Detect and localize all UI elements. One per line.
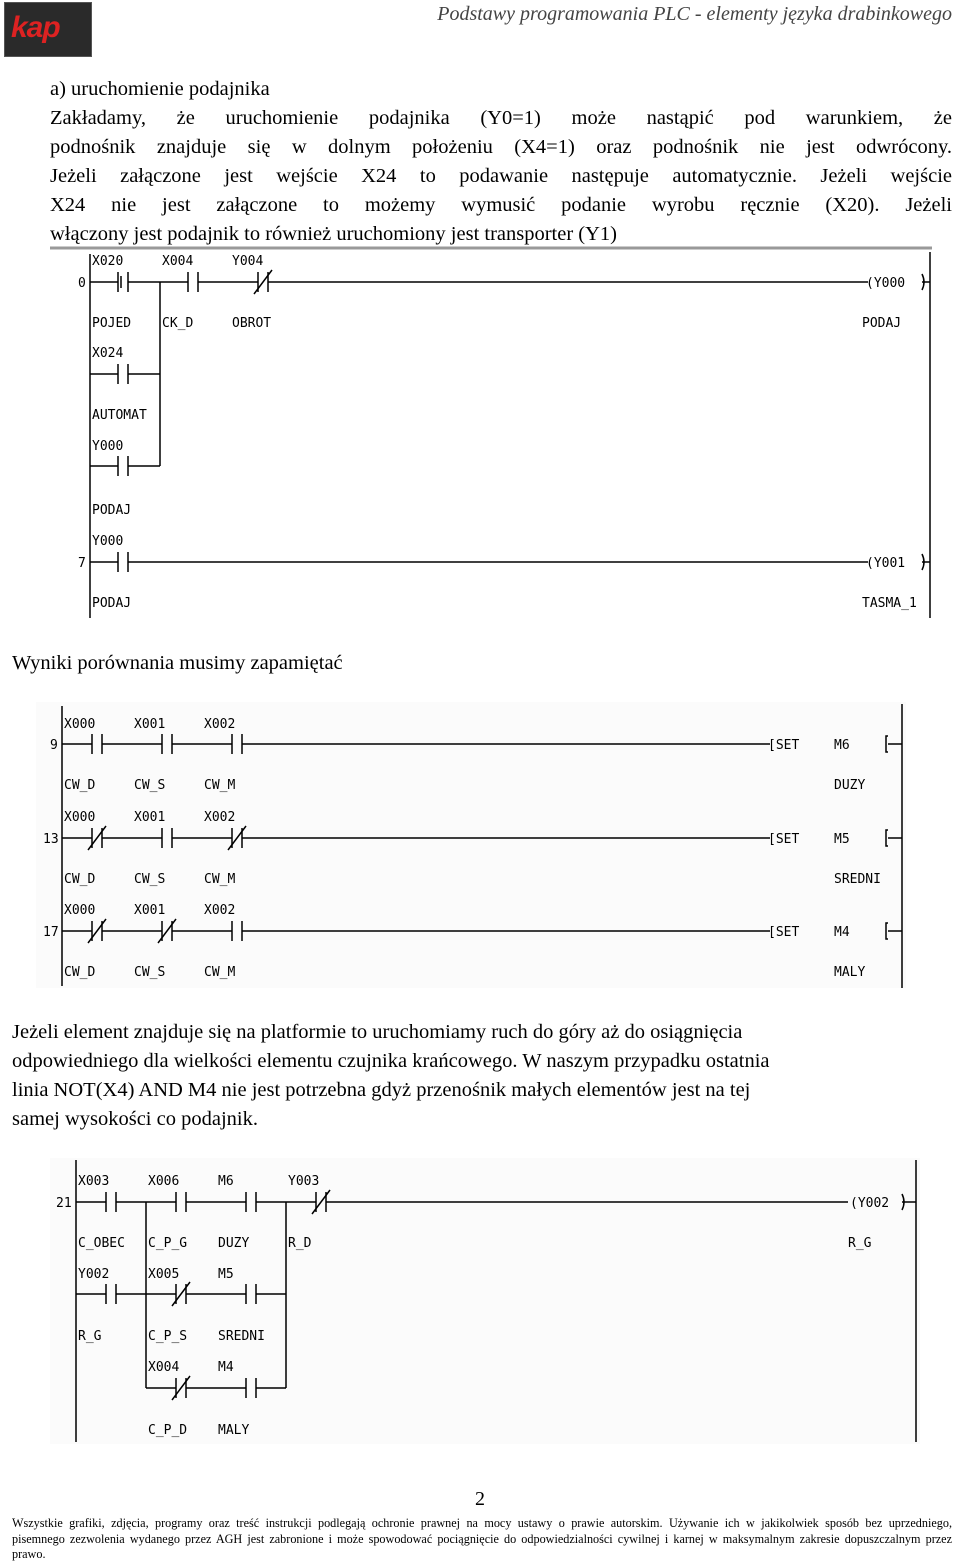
contact-address: M6 — [218, 1174, 234, 1189]
ladder-diagram-1 — [50, 246, 950, 624]
ladder-diagram-2 — [36, 702, 916, 992]
set-device: M5 — [834, 832, 850, 847]
paragraph-2 — [12, 1018, 947, 1134]
step-number: 17 — [43, 925, 59, 940]
section-a-line-2: podnośnik znajduje się w dolnym położeniu (X4=1) oraz podnośnik nie jest odwrócony. — [50, 136, 952, 158]
contact-comment: PODAJ — [92, 503, 132, 518]
contact-comment: C_P_D — [148, 1423, 188, 1438]
coil-label: (Y000 — [866, 276, 906, 291]
section-a-heading: a) uruchomienie podajnika — [50, 78, 270, 100]
contact-comment: CW_D — [64, 778, 96, 793]
contact-comment: R_G — [78, 1329, 102, 1344]
contact-comment: DUZY — [218, 1236, 250, 1251]
coil-label: (Y002 — [850, 1196, 890, 1211]
contact-comment: PODAJ — [92, 596, 132, 611]
set-instruction: [SET — [768, 832, 800, 847]
contact-comment: CW_M — [204, 965, 236, 980]
contact-address: X003 — [78, 1174, 110, 1189]
set-instruction: [SET — [768, 925, 800, 940]
set-instruction: [SET — [768, 738, 800, 753]
set-device-comment: SREDNI — [834, 872, 881, 887]
contact-address: X000 — [64, 903, 96, 918]
contact-comment: CW_S — [134, 965, 166, 980]
contact-address: X000 — [64, 717, 96, 732]
logo — [4, 2, 92, 57]
contact-address: M4 — [218, 1360, 234, 1375]
set-device: M4 — [834, 925, 850, 940]
section-a-line-4: X24 nie jest załączone to możemy wymusić podanie wyrobu ręcznie (X20). Jeżeli — [50, 194, 952, 216]
contact-address: X006 — [148, 1174, 180, 1189]
contact-comment: C_P_G — [148, 1236, 188, 1251]
set-device: M6 — [834, 738, 850, 753]
step-number: 0 — [78, 276, 86, 291]
contact-address: X001 — [134, 903, 166, 918]
contact-address: Y004 — [232, 254, 264, 269]
contact-comment: CW_M — [204, 872, 236, 887]
step-number: 13 — [43, 832, 59, 847]
set-device-comment: MALY — [834, 965, 866, 980]
contact-comment: OBROT — [232, 316, 272, 331]
contact-address: Y000 — [92, 534, 124, 549]
step-number: 9 — [50, 738, 58, 753]
footer-copyright — [12, 1516, 952, 1563]
contact-comment: CW_M — [204, 778, 236, 793]
contact-comment: MALY — [218, 1423, 250, 1438]
contact-address: Y002 — [78, 1267, 110, 1282]
footer-line-3: prawo. — [12, 1547, 46, 1561]
set-device-comment: DUZY — [834, 778, 866, 793]
contact-comment: CW_S — [134, 872, 166, 887]
contact-comment: SREDNI — [218, 1329, 265, 1344]
contact-comment: CW_S — [134, 778, 166, 793]
contact-comment: AUTOMAT — [92, 408, 147, 423]
contact-address: X002 — [204, 810, 236, 825]
contact-address: X002 — [204, 903, 236, 918]
contact-address: X024 — [92, 346, 124, 361]
ladder-diagram-3 — [50, 1158, 930, 1448]
coil-comment: PODAJ — [862, 316, 902, 331]
contact-address: X020 — [92, 254, 124, 269]
page-number: 2 — [475, 1488, 485, 1510]
coil-comment: R_G — [848, 1236, 872, 1251]
paragraph-2-line-2: odpowiedniego dla wielkości elementu czujnika krańcowego. W naszym przypadku ostatnia — [12, 1050, 770, 1072]
step-number: 21 — [56, 1196, 72, 1211]
logo-text: kap — [11, 11, 60, 44]
paragraph-2-line-1: Jeżeli element znajduje się na platformie to uruchomiamy ruch do góry aż do osiągnięcia — [12, 1021, 743, 1043]
contact-address: M5 — [218, 1267, 234, 1282]
step-number: 7 — [78, 556, 86, 571]
contact-address: X001 — [134, 810, 166, 825]
section-a-line-3: Jeżeli załączone jest wejście X24 to podawanie następuje automatycznie. Jeżeli wejście — [50, 165, 952, 187]
contact-address: X004 — [148, 1360, 180, 1375]
section-a-text — [50, 75, 952, 249]
contact-address: X002 — [204, 717, 236, 732]
contact-address: X000 — [64, 810, 96, 825]
header-title: Podstawy programowania PLC - elementy języka drabinkowego — [437, 3, 952, 25]
contact-address: Y000 — [92, 439, 124, 454]
contact-comment: C_OBEC — [78, 1236, 125, 1251]
contact-address: X005 — [148, 1267, 180, 1282]
contact-comment: R_D — [288, 1236, 312, 1251]
footer-line-2: pisemnego zezwolenia wydanego przez AGH jest zabronione i może spowodować pociągnięcie do odpowiedzialności cywilnej i karnej w maksymalnym zakresie dopuszczalnym przez — [12, 1531, 952, 1546]
compare-text: Wyniki porównania musimy zapamiętać — [12, 652, 343, 674]
paragraph-2-line-3: linia NOT(X4) AND M4 nie jest potrzebna gdyż przenośnik małych elementów jest na tej — [12, 1079, 751, 1101]
footer-line-1: Wszystkie grafiki, zdjęcia, programy oraz treść instrukcji podlegają ochronie prawnej na mocy ustawy o prawie autorskim. Używanie ich w jakikolwiek sposób bez uprzedniego, — [12, 1516, 952, 1530]
contact-address: X004 — [162, 254, 194, 269]
paragraph-2-line-4: samej wysokości co podajnik. — [12, 1108, 258, 1130]
contact-comment: CK_D — [162, 316, 194, 331]
section-a-line-5: włączony jest podajnik to również uruchomiony jest transporter (Y1) — [50, 223, 618, 245]
coil-comment: TASMA_1 — [862, 596, 917, 611]
contact-comment: CW_D — [64, 872, 96, 887]
contact-comment: C_P_S — [148, 1329, 188, 1344]
coil-label: (Y001 — [866, 556, 906, 571]
contact-comment: CW_D — [64, 965, 96, 980]
section-a-line-1: Zakładamy, że uruchomienie podajnika (Y0=1) może nastąpić pod warunkiem, że — [50, 107, 952, 129]
contact-address: X001 — [134, 717, 166, 732]
contact-comment: POJED — [92, 316, 132, 331]
contact-address: Y003 — [288, 1174, 320, 1189]
